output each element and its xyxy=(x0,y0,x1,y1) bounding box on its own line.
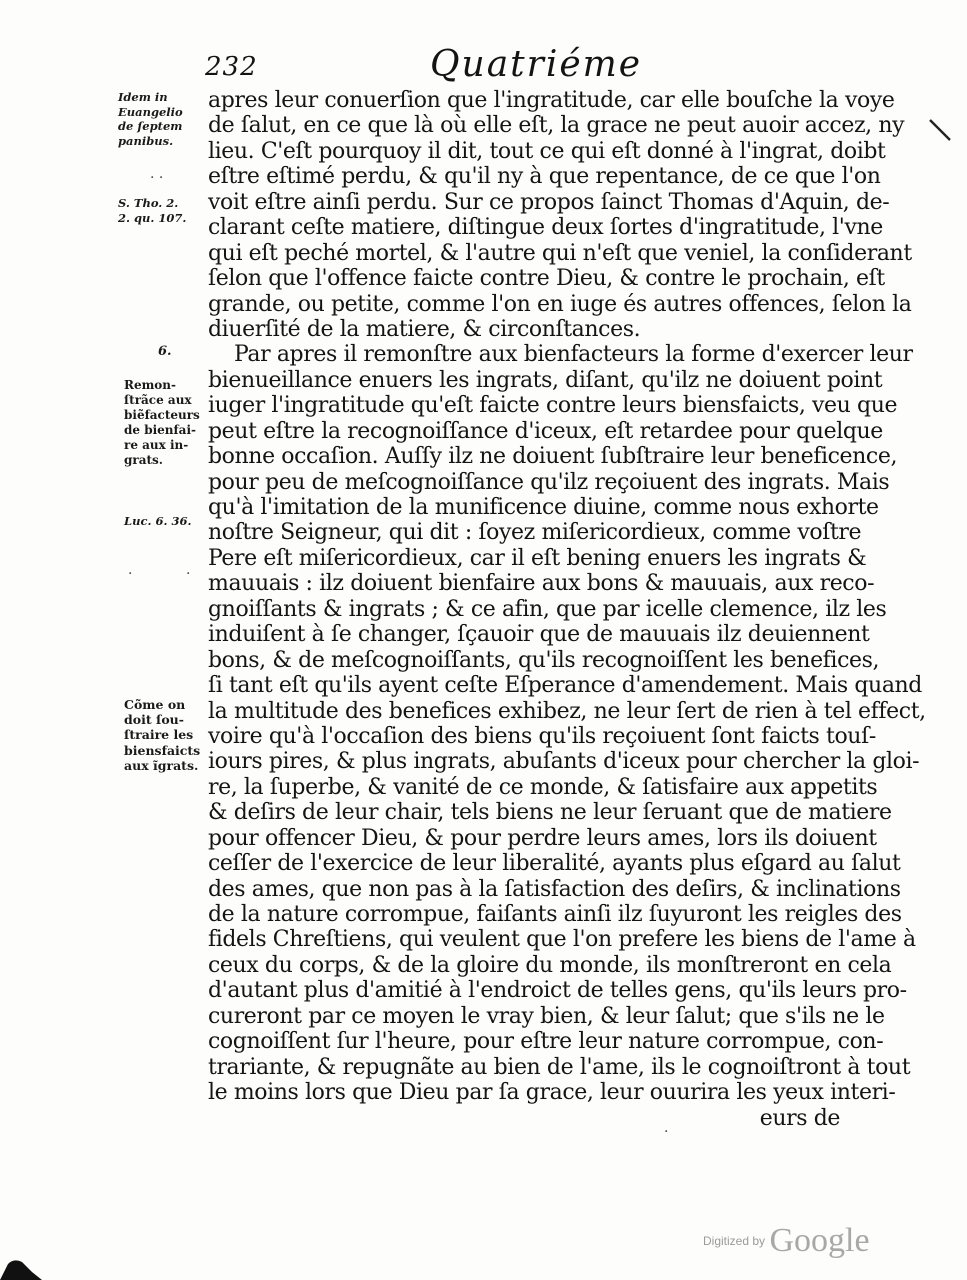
text-line: d'autant plus d'amitié à l'endroict de telles gens, qu'ils leurs pro- xyxy=(208,978,907,1004)
text-line: voire qu'à l'occaſion des biens qu'ils reçoiuent ſont faicts touſ- xyxy=(208,723,876,749)
text-line: diuerſité de la matiere, & circonſtances. xyxy=(208,316,641,342)
margin-note-line: de ſeptem xyxy=(118,119,183,133)
running-title: Quatriéme xyxy=(430,44,643,85)
text-line: induiſent à ſe changer, ſçauoir que de mauuais ilz deuiennent xyxy=(208,622,870,648)
margin-note-line: aux ĩgrats. xyxy=(124,757,199,773)
margin-note-line: ſtraire les xyxy=(124,727,194,743)
text-line: pour offencer Dieu, & pour perdre leurs ames, lors ils doiuent xyxy=(208,825,877,851)
text-line: fidels Chreſtiens, qui veulent que l'on prefere les biens de l'ame à xyxy=(208,927,916,953)
margin-note-line: Cõme on xyxy=(124,697,186,712)
text-line: gnoiſſants & ingrats ; & ce afin, que par icelle clemence, ilz les xyxy=(208,596,887,622)
margin-note-line: biensfaicts xyxy=(124,742,201,758)
text-line: iuger l'ingratitude qu'eſt faicte contre leurs biensfaicts, veu que xyxy=(208,393,898,419)
text-line: ſi tant eſt qu'ils ayent ceſte Eſperance d'amendement. Mais quand xyxy=(208,673,922,699)
text-line: & deſirs de leur chair, tels biens ne leur ſeruant que de matiere xyxy=(208,800,892,826)
margin-note-line: biẽfacteurs xyxy=(124,408,200,422)
margin-note-luke-reference: Luc. 6. 36. xyxy=(124,514,192,528)
ink-speck: · xyxy=(128,566,133,582)
text-line: re, la ſuperbe, & vanité de ce monde, & ſatisfaire aux appetits xyxy=(208,774,878,800)
edge-mark-icon xyxy=(928,118,954,148)
text-line: grande, ou petite, comme l'on en iuge és autres offences, ſelon la xyxy=(208,291,912,317)
text-line: bons, & de meſcognoiſſants, qu'ils recognoiſſent les benefices, xyxy=(208,647,880,673)
text-line: de la nature corrompue, faiſants ainſi ilz ſuyuront les reigles des xyxy=(208,902,902,927)
text-line: clarant ceſte matiere, diſtingue deux ſortes d'ingratitude, l'vne xyxy=(208,215,883,241)
corner-mark-icon xyxy=(0,1248,42,1280)
digitized-by-google-watermark xyxy=(703,1222,870,1260)
margin-note-line: Euangelio xyxy=(118,104,183,119)
margin-note-line: ſtrãce aux xyxy=(124,393,192,407)
text-line: Par apres il remonſtre aux bienfacteurs la forme d'exercer leur xyxy=(234,342,913,368)
margin-note-come-on xyxy=(124,697,206,773)
ink-speck: · · xyxy=(150,170,164,186)
margin-note-line: re aux in- xyxy=(124,438,189,452)
margin-note-line: de bienfai- xyxy=(124,423,196,437)
text-line: lieu. C'eſt pourquoy il dit, tout ce qui eſt donné à l'ingrat, doibt xyxy=(208,138,886,164)
text-line: qui eſt peché mortel, & l'autre qui n'eſt que veniel, la conſiderant xyxy=(208,240,912,266)
section-number: 6. xyxy=(158,344,172,359)
text-line: bienueillance enuers les ingrats, diſant, qu'ilz ne doiuent point xyxy=(208,367,883,393)
margin-note-line: 2. qu. 107. xyxy=(118,210,187,225)
margin-note-line: S. Tho. 2. xyxy=(118,196,179,210)
digitized-by-label: Digitized by xyxy=(703,1234,766,1248)
margin-note-remonstrance xyxy=(124,378,202,468)
text-line: peut eſtre la recognoiſſance d'iceux, eſt retardee pour quelque xyxy=(208,418,883,444)
text-line: noſtre Seigneur, qui dit : ſoyez miſericordieux, comme voſtre xyxy=(208,520,862,546)
text-line: pour peu de meſcognoiſſance qu'ilz reçoiuent des ingrats. Mais xyxy=(208,469,890,495)
catchword: eurs de xyxy=(759,1105,840,1131)
text-line: le moins lors que Dieu par ſa grace, leur ouurira les yeux interi- xyxy=(208,1080,896,1106)
page-number: 232 xyxy=(205,52,258,82)
margin-note-line: Remon- xyxy=(124,378,177,392)
text-line: cognoiſſent ſur l'heure, pour eſtre leur nature corrompue, con- xyxy=(208,1029,884,1055)
google-logo: Google xyxy=(769,1222,870,1259)
text-line: bonne occaſion. Auſſy ilz ne doiuent ſubſtraire leur beneficence, xyxy=(208,444,898,470)
text-line: eſtre eſtimé perdu, & qu'il ny à que repentance, de ce que l'on xyxy=(208,164,881,190)
body-text xyxy=(208,88,926,1131)
text-line: la multitude des benefices exhibez, ne leur ſert de rien à tel effect, xyxy=(208,698,926,724)
margin-note-line: Idem in xyxy=(118,90,168,104)
margin-note-line: grats. xyxy=(124,453,163,467)
margin-note-gospel-reference xyxy=(118,90,200,148)
ink-speck: · xyxy=(186,566,191,582)
margin-note-thomas-reference xyxy=(118,196,200,225)
margin-note-line: panibus. xyxy=(118,133,174,148)
text-line: mauuais : ilz doiuent bienfaire aux bons & mauuais, aux reco- xyxy=(208,571,875,597)
text-line: ſelon que l'offence faicte contre Dieu, & contre le prochain, eſt xyxy=(208,266,885,292)
text-line: de ſalut, en ce que là où elle eſt, la grace ne peut auoir accez, ny xyxy=(208,113,905,139)
margin-note-line: doit ſou- xyxy=(124,712,184,728)
text-line: ceſſer de l'exercice de leur liberalité, ayants plus eſgard au ſalut xyxy=(208,851,901,877)
text-line: ceux du corps, & de la gloire du monde, ils monſtreront en cela xyxy=(208,952,892,978)
ink-speck: · xyxy=(664,1124,669,1140)
text-line: voit eſtre ainſi perdu. Sur ce propos ſainct Thomas d'Aquin, de- xyxy=(208,189,890,215)
text-line: apres leur conuerſion que l'ingratitude, car elle bouſche la voye xyxy=(208,88,895,113)
text-line: cureront par ce moyen le vray bien, & leur ſalut; que s'ils ne le xyxy=(208,1003,885,1029)
text-line: iours pires, & plus ingrats, abuſants d'iceux pour chercher la gloi- xyxy=(208,749,920,775)
text-line: qu'à l'imitation de la munificence diuine, comme nous exhorte xyxy=(208,495,879,520)
text-line: Pere eſt miſericordieux, car il eſt bening enuers les ingrats & xyxy=(208,545,867,571)
text-line: des ames, que non pas à la ſatisfaction des deſirs, & inclinations xyxy=(208,876,901,902)
text-line: trariante, & repugnãte au bien de l'ame, ils le cognoiſtront à tout xyxy=(208,1054,911,1080)
